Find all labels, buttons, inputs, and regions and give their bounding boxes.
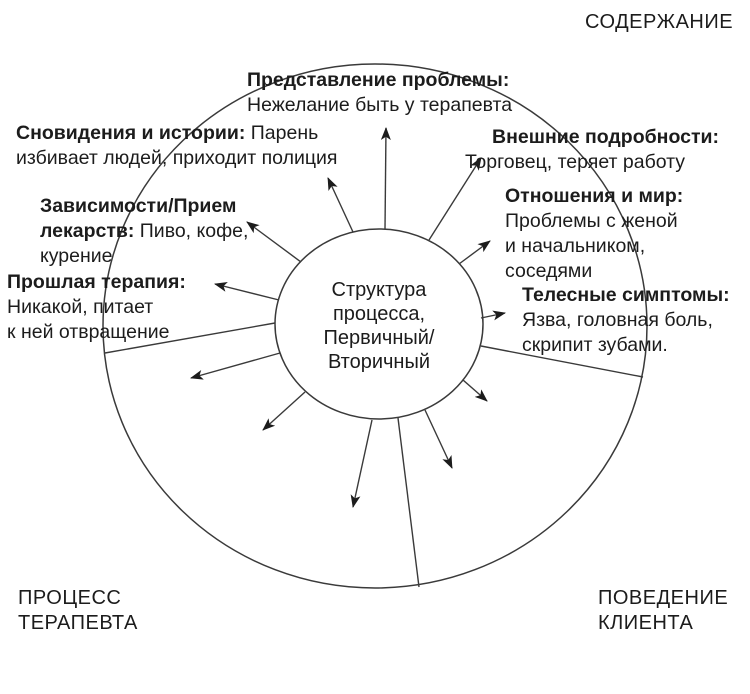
svg-text:Язва, головная боль,: Язва, головная боль, xyxy=(522,309,713,331)
svg-text:Отношения и мир:: Отношения и мир: xyxy=(505,185,684,207)
region-label-therapist-process-line1: ПРОЦЕСС xyxy=(18,587,122,609)
svg-text:Проблемы с женой: Проблемы с женой xyxy=(505,210,678,232)
svg-text:Никакой, питает: Никакой, питает xyxy=(7,296,154,318)
region-label-client-behavior-line1: ПОВЕДЕНИЕ xyxy=(598,587,729,609)
svg-text:соседями: соседями xyxy=(505,260,593,282)
svg-text:и начальником,: и начальником, xyxy=(505,235,646,257)
svg-text:Вторичный: Вторичный xyxy=(327,351,431,373)
region-label-therapist-process-line2: ТЕРАПЕВТА xyxy=(18,612,138,634)
region-label-client-behavior-line2: КЛИЕНТА xyxy=(598,612,694,634)
svg-text:Представление проблемы:: Представление проблемы: xyxy=(247,69,510,91)
label-somatic-symptoms xyxy=(522,284,730,356)
svg-text:процесса,: процесса, xyxy=(332,303,426,325)
svg-text:лекарств: Пиво, кофе,: лекарств: Пиво, кофе, xyxy=(40,220,249,242)
svg-text:Зависимости/Прием: Зависимости/Прием xyxy=(40,195,237,217)
svg-text:Первичный/: Первичный/ xyxy=(323,327,435,349)
svg-text:Нежелание быть у терапевта: Нежелание быть у терапевта xyxy=(247,94,513,116)
region-label-content: СОДЕРЖАНИЕ xyxy=(585,11,734,33)
svg-text:Телесные симптомы:: Телесные симптомы: xyxy=(522,284,730,306)
svg-text:к ней отвращение: к ней отвращение xyxy=(7,321,170,343)
svg-text:Структура: Структура xyxy=(331,279,427,301)
svg-text:Торговец, теряет работу: Торговец, теряет работу xyxy=(465,151,686,173)
svg-text:скрипит зубами.: скрипит зубами. xyxy=(522,334,668,356)
svg-text:Внешние подробности:: Внешние подробности: xyxy=(492,126,719,148)
arrow-presenting-problem xyxy=(385,128,386,229)
svg-text:курение: курение xyxy=(40,245,113,267)
svg-text:Сновидения и истории: Парень: Сновидения и истории: Парень xyxy=(16,122,319,144)
svg-text:избивает людей, приходит полиц: избивает людей, приходит полиция xyxy=(16,147,338,169)
svg-text:Прошлая терапия:: Прошлая терапия: xyxy=(7,271,186,293)
